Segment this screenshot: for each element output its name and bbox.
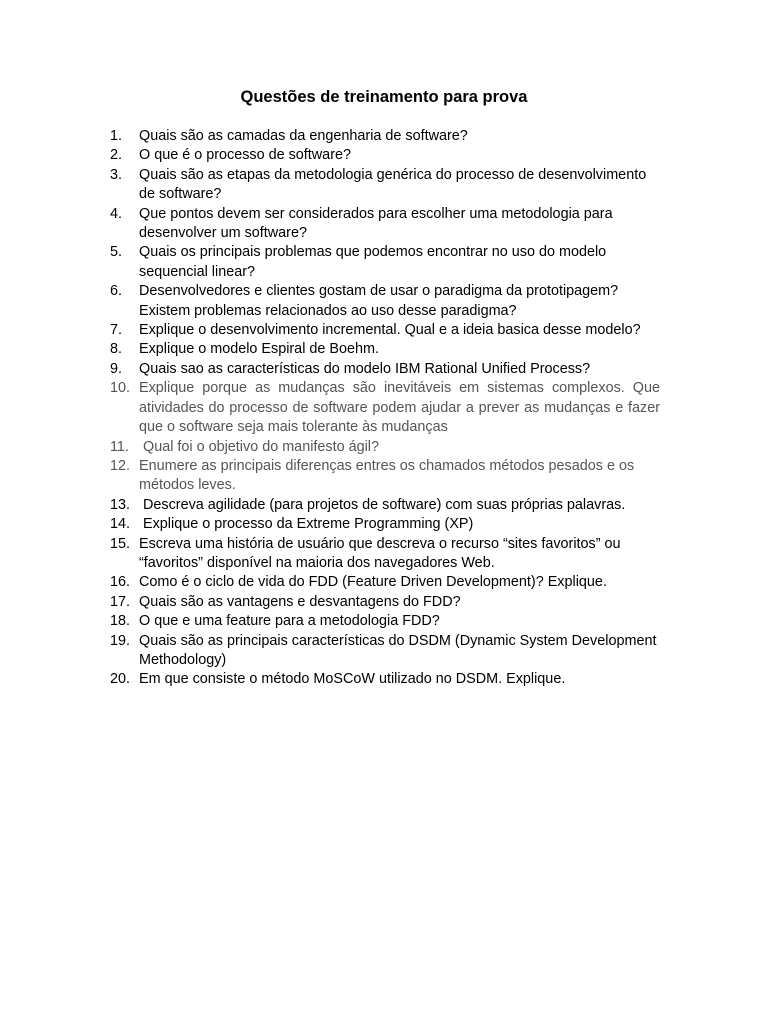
- question-list: [110, 127, 660, 690]
- question-text: Explique o processo da Extreme Programming (XP): [143, 516, 474, 533]
- question-number: 6.: [110, 283, 123, 300]
- question-number: 12.: [110, 457, 131, 474]
- question-item: [110, 243, 660, 282]
- question-item: [110, 360, 660, 379]
- question-text: Qual foi o objetivo do manifesto ágil?: [143, 438, 379, 455]
- question-text: Enumere as principais diferenças entres os chamados métodos pesados e os métodos leves.: [139, 457, 635, 494]
- question-item: [110, 573, 660, 592]
- question-text: Quais são as principais características do DSDM (Dynamic System Development Methodology): [139, 632, 657, 668]
- question-number: 8.: [110, 341, 123, 358]
- question-text: Em que consiste o método MoSCoW utilizado no DSDM. Explique.: [139, 671, 566, 688]
- question-number: 7.: [110, 322, 123, 339]
- question-item: [110, 340, 660, 359]
- question-number: 1.: [110, 128, 123, 144]
- question-number: 9.: [110, 360, 123, 377]
- question-number: 14.: [110, 516, 131, 533]
- question-number: 11.: [110, 438, 129, 455]
- question-item: [110, 166, 660, 205]
- question-item: [110, 146, 660, 165]
- question-item: [110, 593, 660, 612]
- question-item: [110, 612, 660, 631]
- question-text: Desenvolvedores e clientes gostam de usar o paradigma da prototipagem? Existem problemas relacionados ao uso desse paradigma?: [139, 283, 619, 319]
- question-number: 3.: [110, 166, 123, 183]
- question-number: 18.: [110, 613, 131, 630]
- question-item: [110, 205, 660, 244]
- question-text: Explique o desenvolvimento incremental. Qual e a ideia basica desse modelo?: [139, 322, 641, 339]
- question-text: Que pontos devem ser considerados para escolher uma metodologia para desenvolver um software?: [139, 205, 613, 242]
- question-text: Quais são as etapas da metodologia genérica do processo de desenvolvimento de software?: [139, 166, 647, 203]
- question-item: [110, 321, 660, 340]
- question-number: 15.: [110, 535, 131, 552]
- question-text: Quais os principais problemas que podemos encontrar no uso do modelo sequencial linear?: [139, 244, 607, 280]
- question-text: Como é o ciclo de vida do FDD (Feature Driven Development)? Explique.: [139, 574, 607, 591]
- question-item: [110, 127, 660, 146]
- question-number: 20.: [110, 671, 131, 688]
- question-number: 17.: [110, 593, 131, 610]
- question-text: Escreva uma história de usuário que descreva o recurso “sites favoritos” ou “favoritos” disponível na maioria dos navegadores Web.: [139, 535, 621, 571]
- question-item: [110, 632, 660, 671]
- question-number: 19.: [110, 632, 131, 649]
- question-text: Quais são as camadas da engenharia de software?: [139, 128, 468, 144]
- question-item: [110, 515, 660, 534]
- document-title: Questões de treinamento para prova: [240, 88, 528, 106]
- question-item: [110, 496, 660, 515]
- question-item: [110, 438, 660, 457]
- question-text: Descreva agilidade (para projetos de software) com suas próprias palavras.: [143, 496, 626, 513]
- question-number: 10.: [110, 380, 131, 397]
- question-item: [110, 457, 660, 496]
- question-item: [110, 379, 660, 437]
- question-text: Quais são as vantagens e desvantagens do FDD?: [139, 593, 461, 610]
- question-text: Quais sao as características do modelo IBM Rational Unified Process?: [139, 360, 591, 377]
- question-number: 5.: [110, 244, 123, 261]
- question-text: O que e uma feature para a metodologia FDD?: [139, 613, 440, 630]
- question-text: Explique porque as mudanças são inevitáveis em sistemas complexos. Que atividades do processo de software podem ajudar a prever as mudanças e fazer que o software seja mais tolerante às mudanças: [139, 380, 660, 436]
- question-item: [110, 282, 660, 321]
- question-text: O que é o processo de software?: [139, 147, 351, 164]
- question-number: 16.: [110, 574, 131, 591]
- question-number: 2.: [110, 147, 123, 164]
- question-text: Explique o modelo Espiral de Boehm.: [139, 341, 379, 358]
- question-number: 4.: [110, 205, 123, 222]
- question-number: 13.: [110, 496, 131, 513]
- question-item: [110, 535, 660, 574]
- question-item: [110, 670, 660, 689]
